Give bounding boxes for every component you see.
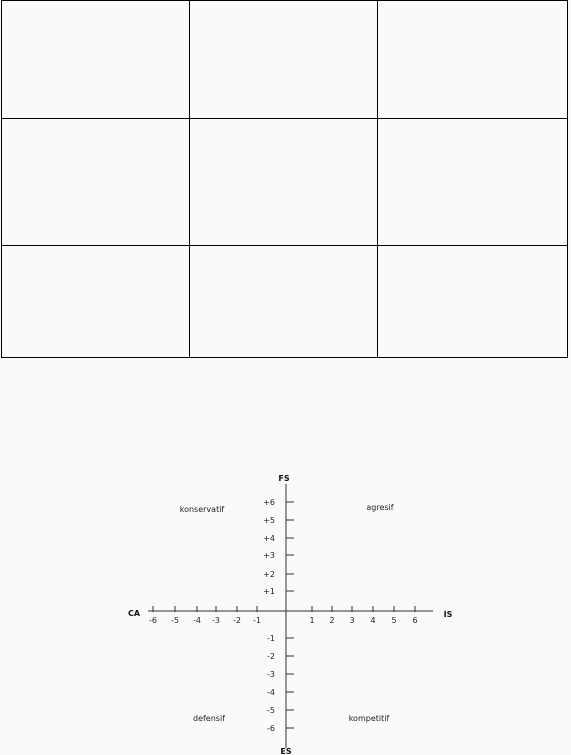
- quadrant-label-defensif: defensif: [192, 714, 226, 723]
- axis-label-es: ES: [280, 747, 292, 755]
- x-tick-label: 5: [391, 616, 397, 625]
- x-tick-label: 6: [412, 616, 418, 625]
- x-tick-label: -3: [212, 616, 220, 625]
- axis-ticks: [149, 498, 418, 733]
- y-tick-label: +4: [263, 534, 275, 543]
- y-tick-label: -3: [267, 670, 275, 679]
- axis-label-fs: FS: [278, 474, 290, 483]
- y-tick-label: -4: [267, 688, 275, 697]
- x-tick-label: 1: [309, 616, 315, 625]
- y-tick-label: -2: [267, 652, 275, 661]
- y-tick-label: -1: [267, 634, 275, 643]
- x-tick-label: -5: [171, 616, 179, 625]
- x-tick-label: -4: [193, 616, 201, 625]
- quadrant-label-konservatif: konservatif: [179, 505, 225, 514]
- x-tick-label: 2: [329, 616, 335, 625]
- y-tick-label: +5: [263, 516, 275, 525]
- x-tick-label: -6: [149, 616, 157, 625]
- quadrant-label-kompetitif: kompetitif: [348, 714, 390, 723]
- x-tick-label: 3: [349, 616, 355, 625]
- x-tick-label: -2: [233, 616, 241, 625]
- y-tick-label: +2: [263, 570, 275, 579]
- axis-label-ca: CA: [127, 609, 141, 618]
- x-tick-label: -1: [253, 616, 261, 625]
- y-tick-label: +3: [263, 551, 275, 560]
- y-tick-label: -5: [267, 706, 275, 715]
- quadrant-label-agresif: agresif: [366, 503, 394, 512]
- y-tick-label: -6: [267, 724, 275, 733]
- axis-label-is: IS: [443, 610, 453, 619]
- x-tick-label: 4: [370, 616, 376, 625]
- y-tick-label: +1: [263, 587, 275, 596]
- y-tick-label: +6: [263, 498, 275, 507]
